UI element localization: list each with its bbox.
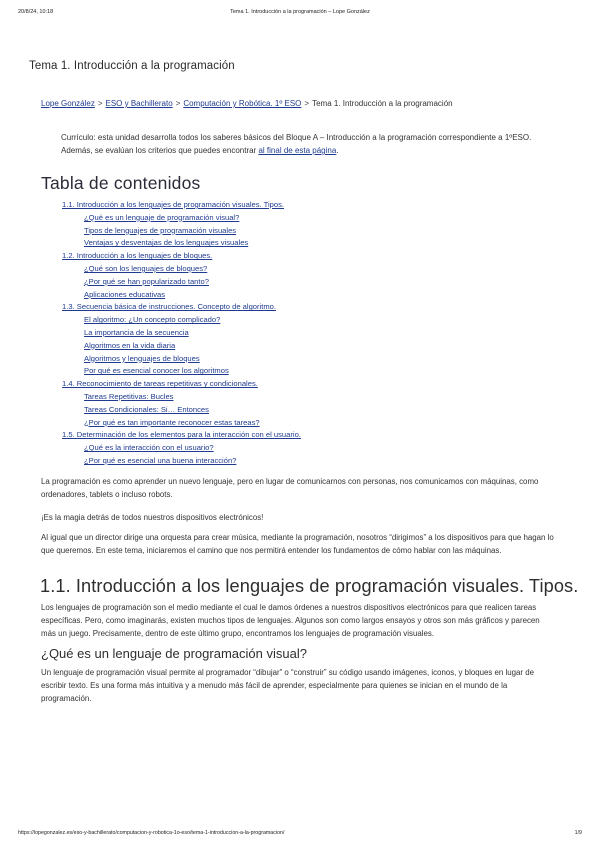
breadcrumb-link-home[interactable]: Lope González xyxy=(41,99,95,108)
toc-subsection-link[interactable]: ¿Por qué se han popularizado tanto? xyxy=(84,276,209,286)
toc-item xyxy=(62,237,301,250)
toc-subsection-link[interactable]: Algoritmos en la vida diaria xyxy=(84,340,176,350)
toc-item xyxy=(62,391,301,404)
toc-section-link[interactable]: 1.2. Introducción a los lenguajes de bloques. xyxy=(62,251,213,261)
toc-heading: Tabla de contenidos xyxy=(41,173,201,193)
toc-subsection-link[interactable]: ¿Qué es la interacción con el usuario? xyxy=(84,443,214,453)
toc-item xyxy=(62,404,301,417)
toc-item xyxy=(62,199,301,212)
visual-language-heading: ¿Qué es un lenguaje de programación visual? xyxy=(41,646,307,661)
toc-subsection-link[interactable]: Tareas Condicionales: Si… Entonces xyxy=(84,404,209,414)
toc-item xyxy=(62,442,301,455)
print-datetime: 20/8/24, 10:18 xyxy=(18,9,54,15)
toc-item xyxy=(62,365,301,378)
intro-paragraph-2: ¡Es la magia detrás de todos nuestros dispositivos electrónicos! xyxy=(41,513,264,522)
toc-item xyxy=(62,417,301,430)
toc-item xyxy=(62,225,301,238)
toc-subsection-link[interactable]: ¿Qué es un lenguaje de programación visual? xyxy=(84,212,240,222)
breadcrumb-separator: > xyxy=(175,99,181,108)
table-of-contents xyxy=(62,199,301,468)
breadcrumb-separator: > xyxy=(97,99,103,108)
curriculum-end: . xyxy=(336,146,339,155)
print-url: https://lopegonzalez.es/eso-y-bachillerato/computacion-y-robotica-1o-eso/tema-1-introduccion-a-la-programacion/ xyxy=(18,830,285,836)
toc-item xyxy=(62,301,301,314)
toc-subsection-link[interactable]: Tareas Repetitivas: Bucles xyxy=(84,391,174,401)
toc-item xyxy=(62,340,301,353)
visual-language-text: Un lenguaje de programación visual permite al programador “dibujar” o “construir” su código usando imágenes, iconos, y bloques en lugar de escribir texto. Es una forma más intuitiva y a menudo más fácil de aprender, especialmente para quienes se inician en el mundo de la programación. xyxy=(41,668,534,703)
toc-subsection-link[interactable]: ¿Qué son los lenguajes de bloques? xyxy=(84,263,208,273)
toc-subsection-link[interactable]: La importancia de la secuencia xyxy=(84,327,189,337)
toc-section-link[interactable]: 1.3. Secuencia básica de instrucciones. Concepto de algoritmo. xyxy=(62,302,277,312)
intro-paragraph-1: La programación es como aprender un nuevo lenguaje, pero en lugar de comunicarnos con personas, nos comunicamos con máquinas, como ordenadores, tablets o incluso robots. xyxy=(41,477,539,499)
breadcrumb-link-course[interactable]: Computación y Robótica. 1º ESO xyxy=(183,99,302,108)
toc-subsection-link[interactable]: El algoritmo: ¿Un concepto complicado? xyxy=(84,315,221,325)
toc-item xyxy=(62,289,301,302)
toc-subsection-link[interactable]: Aplicaciones educativas xyxy=(84,289,166,299)
breadcrumb-current: Tema 1. Introducción a la programación xyxy=(312,99,453,108)
toc-item xyxy=(62,455,301,468)
toc-item xyxy=(62,378,301,391)
print-page-number: 1/9 xyxy=(574,830,582,836)
print-header xyxy=(18,9,582,15)
page-title: Tema 1. Introducción a la programación xyxy=(29,60,235,72)
toc-item xyxy=(62,314,301,327)
toc-section-link[interactable]: 1.4. Reconocimiento de tareas repetitivas y condicionales. xyxy=(62,379,258,389)
section-1-1-text: Los lenguajes de programación son el medio mediante el cual le damos órdenes a nuestros dispositivos electrónicos para que realicen tareas específicas. Pero, como imaginarás, existen muchos tipos de lenguajes. Algunos son como largos ensayos y otros son más gráficos y parecen más un juego. Precisamente, dentro de este último grupo, encontramos los lenguajes de programación visuales. xyxy=(41,603,540,638)
toc-subsection-link[interactable]: Algoritmos y lenguajes de bloques xyxy=(84,353,200,363)
intro-paragraph-3: Al igual que un director dirige una orquesta para crear música, mediante la programación, nosotros “dirigimos” a los dispositivos para que hagan lo que queremos. En este tema, iniciaremos el camino que nos permitirá entender los fundamentos de cómo hablar con las máquinas. xyxy=(41,533,554,555)
toc-section-link[interactable]: 1.1. Introducción a los lenguajes de programación visuales. Tipos. xyxy=(62,200,285,209)
toc-subsection-link[interactable]: ¿Por qué es esencial una buena interacción? xyxy=(84,455,237,465)
curriculum-note xyxy=(61,131,541,157)
print-doc-title: Tema 1. Introducción a la programación – Lope González xyxy=(230,9,370,15)
print-footer xyxy=(18,830,582,836)
toc-item xyxy=(62,429,301,442)
toc-subsection-link[interactable]: Ventajas y desventajas de los lenguajes visuales xyxy=(84,238,249,248)
curriculum-link[interactable]: al final de esta página xyxy=(258,146,337,155)
breadcrumb-link-eso[interactable]: ESO y Bachillerato xyxy=(105,99,173,108)
curriculum-text: Currículo: esta unidad desarrolla todos los saberes básicos del Bloque A – Introducción a la programación correspondiente a 1ºESO. Además, se evalúan los criterios que puedes encontrar xyxy=(61,133,532,155)
toc-item xyxy=(62,276,301,289)
toc-item xyxy=(62,263,301,276)
toc-subsection-link[interactable]: ¿Por qué es tan importante reconocer estas tareas? xyxy=(84,417,260,427)
toc-item xyxy=(62,353,301,366)
toc-section-link[interactable]: 1.5. Determinación de los elementos para la interacción con el usuario. xyxy=(62,430,301,440)
toc-subsection-link[interactable]: Tipos de lenguajes de programación visuales xyxy=(84,225,237,235)
toc-subsection-link[interactable]: Por qué es esencial conocer los algoritmos xyxy=(84,366,229,376)
toc-item xyxy=(62,250,301,263)
breadcrumb xyxy=(41,99,453,108)
section-1-1-heading: 1.1. Introducción a los lenguajes de programación visuales. Tipos. xyxy=(40,576,579,596)
toc-item xyxy=(62,327,301,340)
breadcrumb-separator: > xyxy=(304,99,310,108)
toc-item xyxy=(62,212,301,225)
